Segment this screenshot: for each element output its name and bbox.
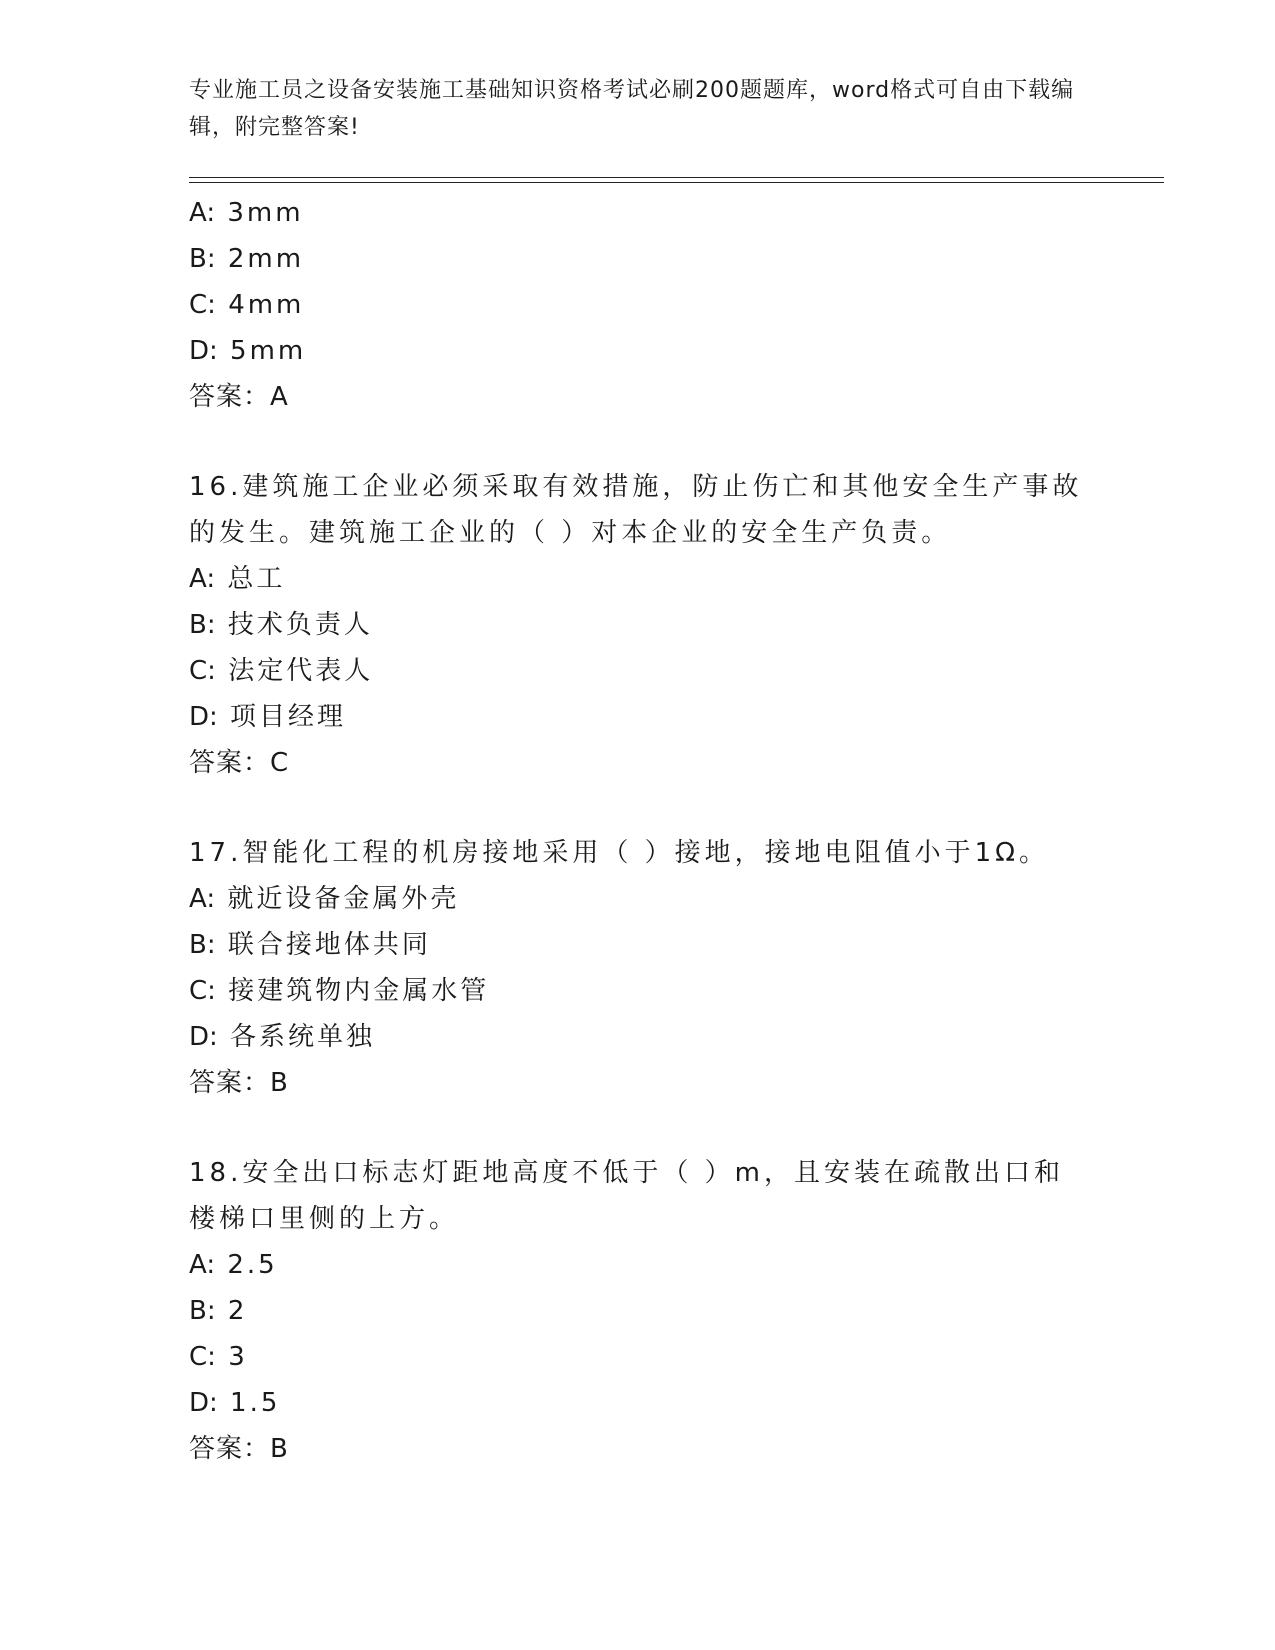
option-b [189,922,1089,968]
option-text: 1.5 [230,1388,281,1418]
option-c [189,968,1089,1014]
option-text: 3mm [227,198,304,228]
option-text: 2mm [227,244,305,274]
option-b [189,1288,1089,1334]
option-label: B: [189,930,216,960]
option-label: A: [189,198,216,228]
header-divider-top [189,177,1164,178]
option-c [189,1334,1089,1380]
option-text: 4mm [228,290,305,320]
option-label: C: [189,976,216,1006]
option-d [189,1380,1089,1426]
option-label: D: [189,336,218,366]
header-divider-bottom [189,182,1164,183]
option-d [189,328,1089,374]
question-stem: 16.建筑施工企业必须采取有效措施，防止伤亡和其他安全生产事故的发生。建筑施工企业的（ ）对本企业的安全生产负责。 [189,472,1083,548]
option-text: 2.5 [227,1250,278,1280]
option-label: C: [189,656,216,686]
option-a [189,556,1089,602]
question-stem: 17.智能化工程的机房接地采用（ ）接地，接地电阻值小于1Ω。 [189,838,1050,868]
option-text: 法定代表人 [228,656,374,686]
option-b [189,602,1089,648]
question-stem: 18.安全出口标志灯距地高度不低于（ ）m，且安装在疏散出口和楼梯口里侧的上方。 [189,1158,1064,1234]
option-label: D: [189,702,218,732]
question-block-18 [189,1150,1089,1472]
option-label: A: [189,1250,216,1280]
option-label: B: [189,244,216,274]
option-label: B: [189,1296,216,1326]
option-text: 技术负责人 [227,610,373,640]
answer-line: 答案：B [189,1068,289,1098]
option-text: 总工 [227,564,286,594]
answer-line: 答案：B [189,1434,289,1464]
option-label: C: [189,1342,216,1372]
option-label: A: [189,884,216,914]
option-text: 联合接地体共同 [227,930,431,960]
option-a [189,1242,1089,1288]
document-title: 专业施工员之设备安装施工基础知识资格考试必刷200题题库，word格式可自由下载编辑，附完整答案! [189,78,1075,140]
option-label: C: [189,290,216,320]
option-label: D: [189,1388,218,1418]
option-d [189,1014,1089,1060]
option-c [189,282,1089,328]
option-text: 2 [227,1296,248,1326]
option-d [189,694,1089,740]
question-list [189,190,1089,1472]
question-block-17 [189,830,1089,1106]
spacer [189,420,1089,464]
question-block-16 [189,464,1089,786]
question-block-15 [189,190,1089,420]
option-a [189,876,1089,922]
option-text: 3 [228,1342,248,1372]
option-c [189,648,1089,694]
option-text: 项目经理 [230,702,347,732]
option-a [189,190,1089,236]
option-label: D: [189,1022,218,1052]
option-label: B: [189,610,216,640]
option-text: 各系统单独 [230,1022,376,1052]
option-label: A: [189,564,216,594]
option-text: 5mm [230,336,307,366]
option-text: 就近设备金属外壳 [227,884,460,914]
option-text: 接建筑物内金属水管 [228,976,490,1006]
spacer [189,1106,1089,1150]
option-b [189,236,1089,282]
answer-line: 答案：A [189,382,289,412]
spacer [189,786,1089,830]
answer-line: 答案：C [189,748,290,778]
